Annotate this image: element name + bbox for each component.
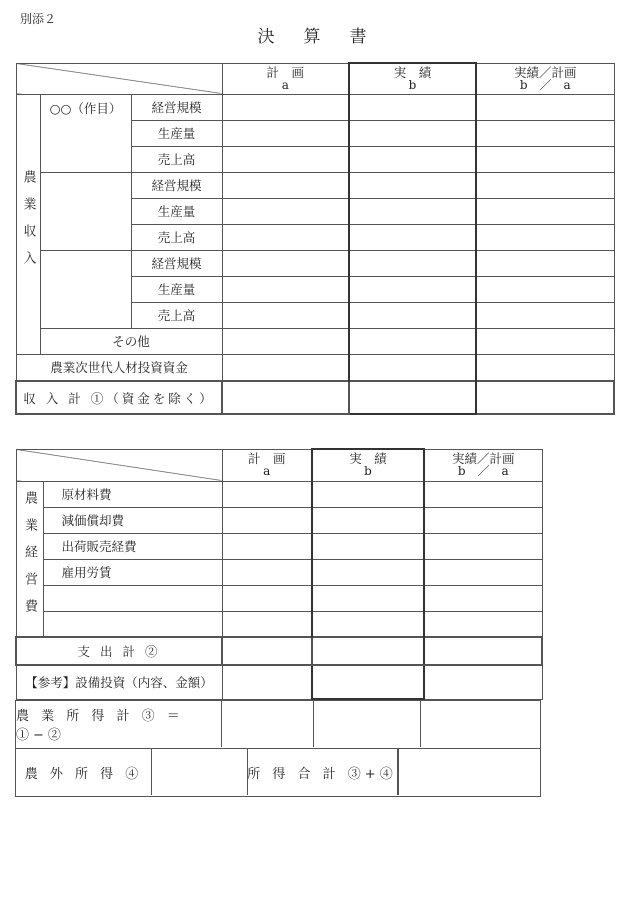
- ratio-cell[interactable]: [424, 637, 542, 665]
- plan-cell[interactable]: [222, 507, 312, 533]
- expense-vertical-label: 農業経営費: [16, 481, 43, 637]
- plan-cell[interactable]: [222, 198, 349, 224]
- ratio-cell[interactable]: [476, 172, 614, 198]
- total-income-label: 所 得 合 計 ③+④: [247, 766, 397, 782]
- row-label: 減価償却費: [43, 507, 222, 533]
- actual-cell[interactable]: [312, 585, 424, 611]
- divider: [420, 701, 421, 747]
- nonfarm-income-label: 農 外 所 得 ④: [24, 766, 143, 782]
- income-vertical-label: 農業収入: [16, 94, 40, 354]
- ratio-cell[interactable]: [476, 328, 614, 354]
- expense-table: [15, 448, 543, 700]
- actual-cell[interactable]: [312, 559, 424, 585]
- row-label: 生産量: [131, 276, 222, 302]
- plan-cell[interactable]: [222, 276, 349, 302]
- col-ratio: 実績／計画 b ／ a: [476, 63, 614, 94]
- row-label: 売上高: [131, 146, 222, 172]
- plan-cell[interactable]: [222, 328, 349, 354]
- subsidy-label: 農業次世代人材投資資金: [16, 354, 222, 381]
- ratio-cell[interactable]: [424, 533, 542, 559]
- actual-cell[interactable]: [349, 120, 476, 146]
- divider: [221, 701, 222, 747]
- actual-cell[interactable]: [312, 507, 424, 533]
- plan-cell[interactable]: [222, 533, 312, 559]
- divider: [397, 749, 399, 795]
- row-label-blank[interactable]: [43, 585, 222, 611]
- row-label: 雇用労賃: [43, 559, 222, 585]
- plan-cell[interactable]: [222, 585, 312, 611]
- corner-diagonal-cell: [16, 63, 222, 94]
- other-label: その他: [40, 328, 222, 354]
- plan-cell[interactable]: [222, 354, 349, 381]
- col-plan: 計 画 a: [222, 63, 349, 94]
- income-table: [15, 62, 615, 415]
- actual-cell[interactable]: [349, 146, 476, 172]
- ratio-cell[interactable]: [476, 302, 614, 328]
- reference-label: 【参考】設備投資（内容、金額）: [16, 665, 222, 699]
- ratio-cell[interactable]: [476, 276, 614, 302]
- crop-group-blank[interactable]: [40, 172, 131, 250]
- ratio-cell[interactable]: [476, 94, 614, 120]
- plan-cell[interactable]: [222, 381, 349, 414]
- ratio-cell[interactable]: [476, 224, 614, 250]
- ratio-cell[interactable]: [424, 611, 542, 637]
- farm-income-box: [15, 700, 541, 749]
- ratio-cell[interactable]: [424, 585, 542, 611]
- plan-cell[interactable]: [222, 637, 312, 665]
- page-title: 決 算 書: [257, 27, 373, 47]
- crop-group-blank[interactable]: [40, 250, 131, 328]
- plan-cell[interactable]: [222, 302, 349, 328]
- row-label: 原材料費: [43, 481, 222, 507]
- annex-label: 別添２: [20, 12, 57, 26]
- plan-cell[interactable]: [222, 250, 349, 276]
- ratio-cell[interactable]: [476, 198, 614, 224]
- plan-cell[interactable]: [222, 665, 312, 699]
- actual-cell[interactable]: [349, 250, 476, 276]
- plan-cell[interactable]: [222, 146, 349, 172]
- actual-cell[interactable]: [349, 354, 476, 381]
- row-label: 経営規模: [131, 250, 222, 276]
- col-plan: 計 画 a: [222, 449, 312, 481]
- actual-cell[interactable]: [349, 276, 476, 302]
- row-label-blank[interactable]: [43, 611, 222, 637]
- row-label: 出荷販売経費: [43, 533, 222, 559]
- col-actual: 実 績 b: [349, 63, 476, 94]
- actual-cell[interactable]: [349, 328, 476, 354]
- actual-cell[interactable]: [312, 481, 424, 507]
- actual-cell[interactable]: [349, 172, 476, 198]
- actual-cell[interactable]: [349, 198, 476, 224]
- plan-cell[interactable]: [222, 559, 312, 585]
- divider: [151, 749, 152, 795]
- ratio-cell[interactable]: [476, 120, 614, 146]
- row-label: 売上高: [131, 302, 222, 328]
- plan-cell[interactable]: [222, 611, 312, 637]
- ratio-cell[interactable]: [424, 559, 542, 585]
- plan-cell[interactable]: [222, 224, 349, 250]
- actual-cell[interactable]: [349, 94, 476, 120]
- row-label: 生産量: [131, 198, 222, 224]
- ratio-cell[interactable]: [424, 665, 542, 699]
- plan-cell[interactable]: [222, 172, 349, 198]
- plan-cell[interactable]: [222, 481, 312, 507]
- plan-cell[interactable]: [222, 94, 349, 120]
- actual-cell[interactable]: [312, 637, 424, 665]
- row-label: 経営規模: [131, 172, 222, 198]
- row-label: 生産量: [131, 120, 222, 146]
- income-total-box: [15, 748, 541, 797]
- ratio-cell[interactable]: [476, 250, 614, 276]
- row-label: 経営規模: [131, 94, 222, 120]
- expense-total-label: 支 出 計 ②: [16, 637, 222, 665]
- plan-cell[interactable]: [222, 120, 349, 146]
- ratio-cell[interactable]: [476, 146, 614, 172]
- actual-cell[interactable]: [349, 302, 476, 328]
- row-label: 売上高: [131, 224, 222, 250]
- col-actual: 実 績 b: [312, 449, 424, 481]
- actual-cell[interactable]: [349, 224, 476, 250]
- ratio-cell[interactable]: [476, 354, 614, 381]
- actual-cell[interactable]: [312, 533, 424, 559]
- ratio-cell[interactable]: [424, 507, 542, 533]
- ratio-cell[interactable]: [476, 381, 614, 414]
- actual-cell[interactable]: [312, 665, 424, 699]
- ratio-cell[interactable]: [424, 481, 542, 507]
- divider: [313, 701, 314, 747]
- crop-group-label: ○○（作目）: [40, 94, 131, 172]
- farm-income-label: 農 業 所 得 計 ③ ＝ ①−②: [16, 709, 184, 743]
- actual-cell[interactable]: [349, 381, 476, 414]
- income-total-label: 収 入 計 ①（資金を除く）: [16, 381, 222, 414]
- corner-diagonal-cell: [16, 449, 222, 481]
- col-ratio: 実績／計画 b ／ a: [424, 449, 542, 481]
- actual-cell[interactable]: [312, 611, 424, 637]
